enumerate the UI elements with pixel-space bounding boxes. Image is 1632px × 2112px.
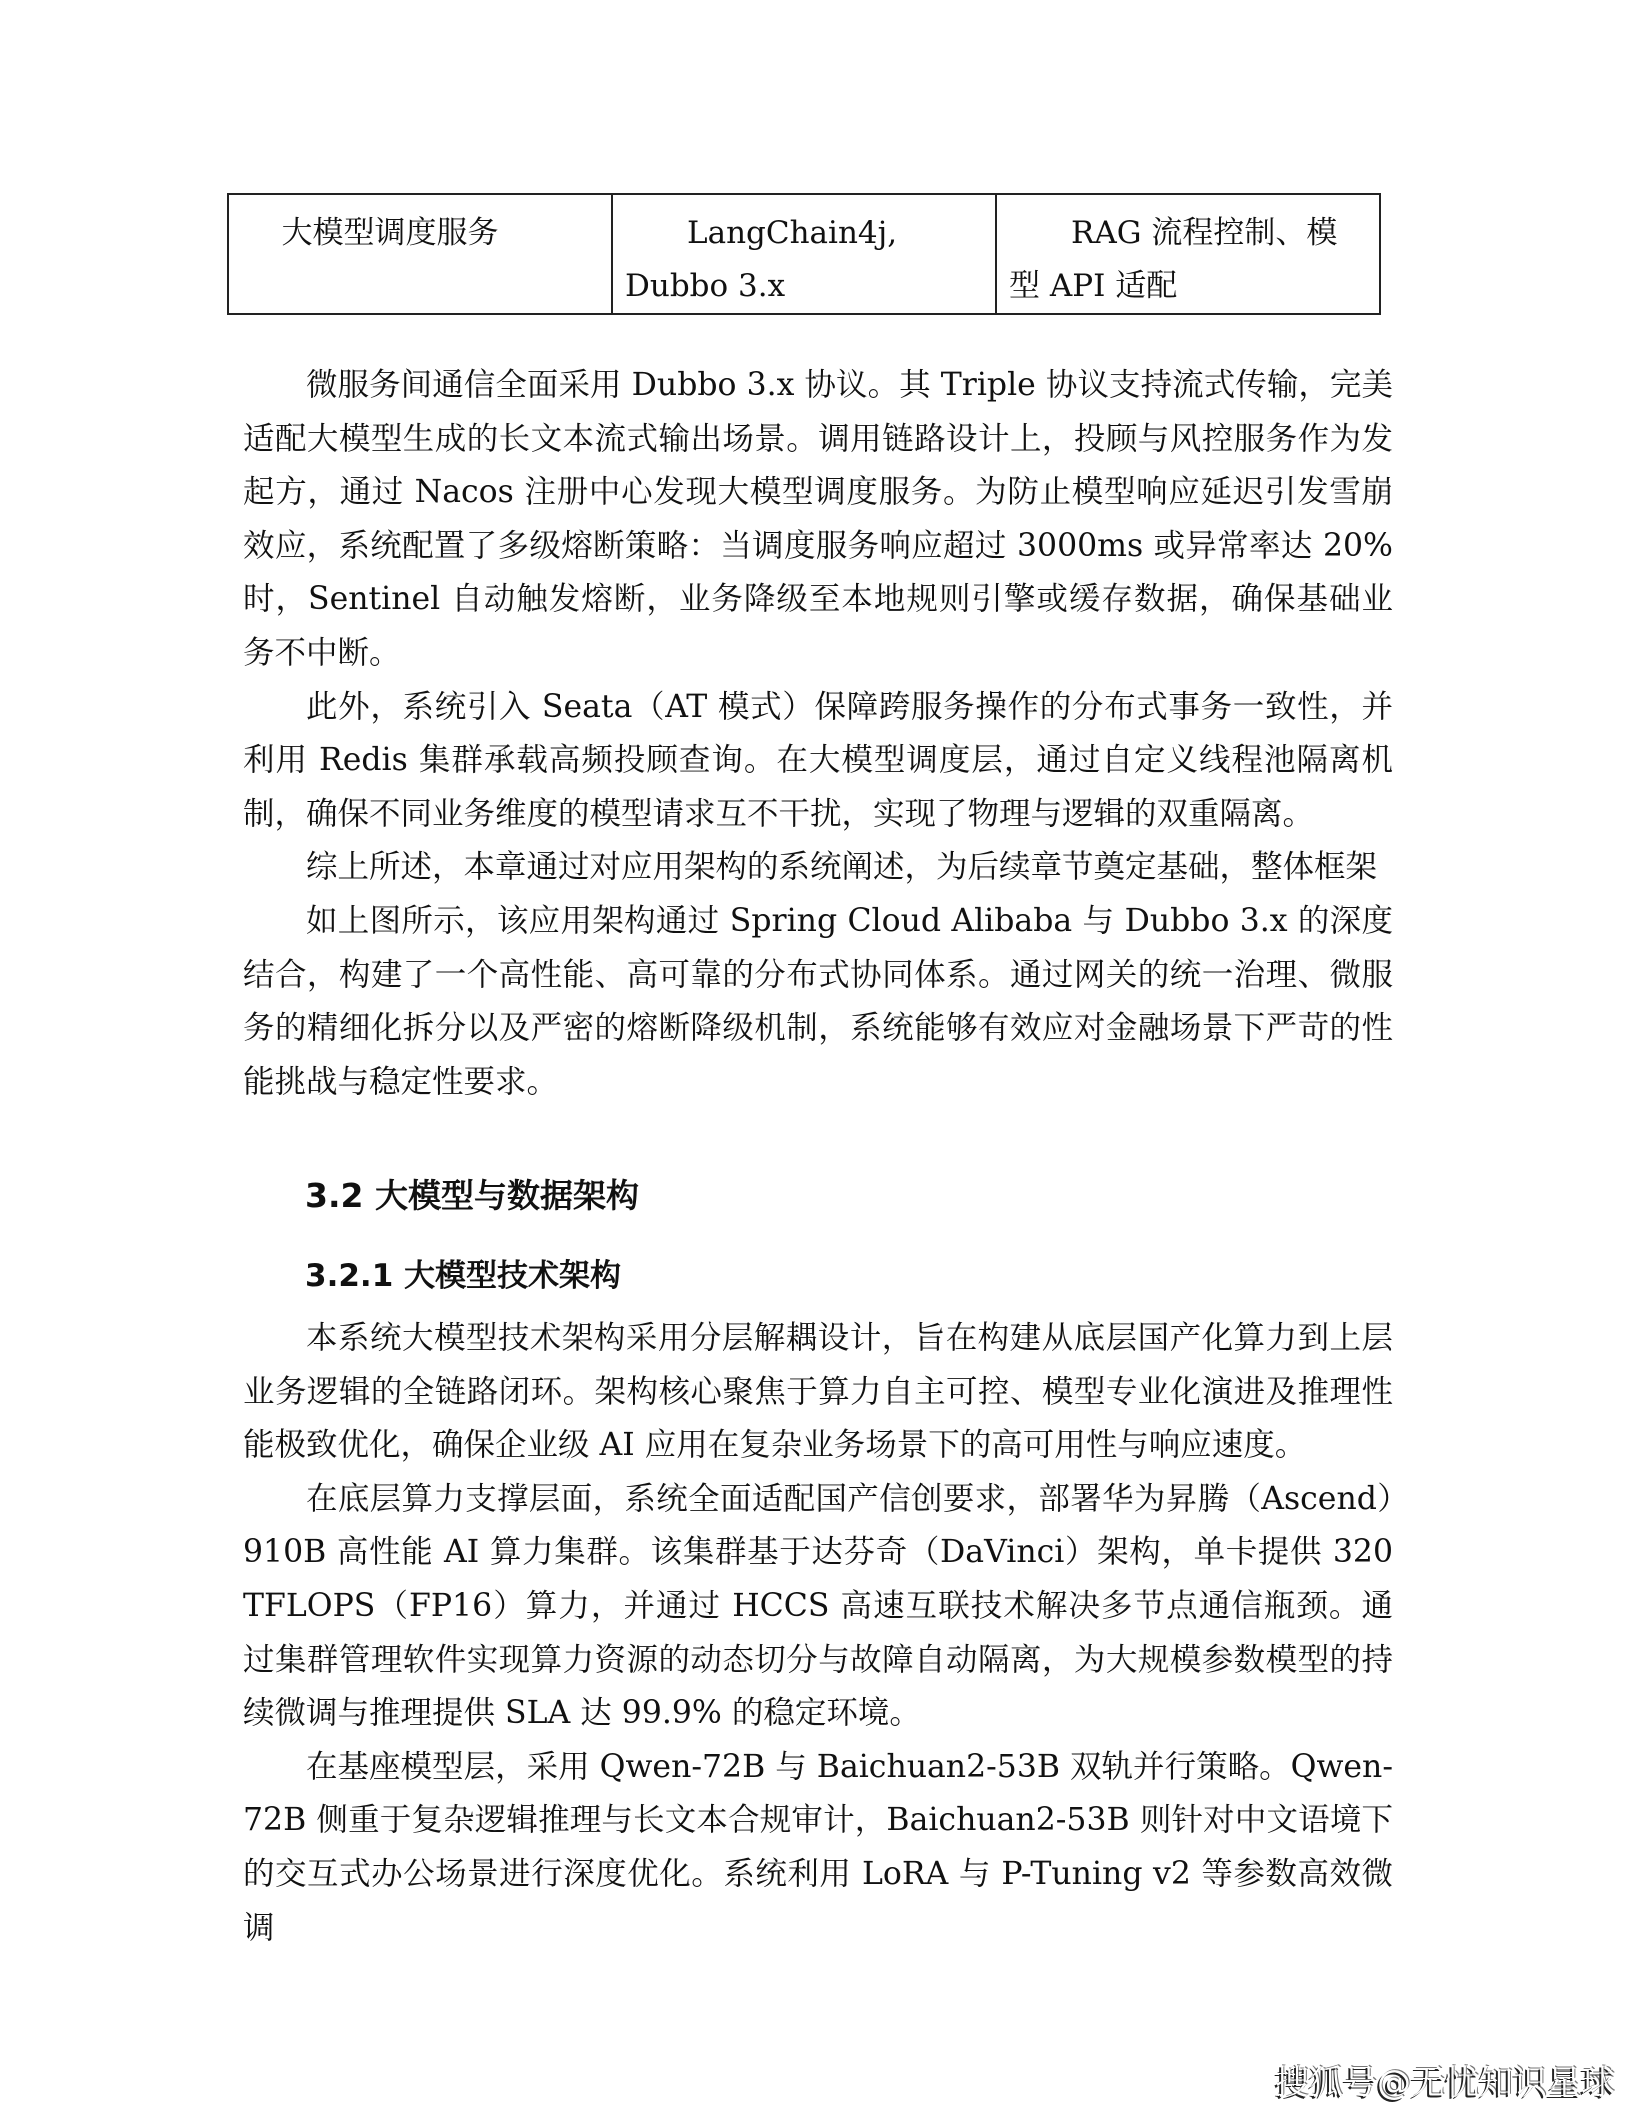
section-body-1 [243,359,1393,1109]
paragraph: 在基座模型层，采用 Qwen-72B 与 Baichuan2-53B 双轨并行策略。Qwen-72B 侧重于复杂逻辑推理与长文本合规审计，Baichuan2-53B 则针对中文语境下的交互式办公场景进行深度优化。系统利用 LoRA 与 P-Tuning v2 等参数高效微调 [243,1748,1393,1946]
watermark: 搜狐号@无忧知识星球 [1275,2063,1615,2103]
table-cell-module: 大模型调度服务 [228,194,612,314]
paragraph: 在底层算力支撑层面，系统全面适配国产信创要求，部署华为昇腾（Ascend）910B 高性能 AI 算力集群。该集群基于达芬奇（DaVinci）架构，单卡提供 320 TFLOPS（FP16）算力，并通过 HCCS 高速互联技术解决多节点通信瓶颈。通过集群管理软件实现算力资源的动态切分与故障自动隔离，为大规模参数模型的持续微调与推理提供 SLA 达 99.9% 的稳定环境。 [243,1480,1393,1732]
table-cell-function: RAG 流程控制、模型 API 适配 [996,194,1380,314]
section-body-2 [243,1312,1393,1955]
table-row [228,194,1380,314]
paragraph: 综上所述，本章通过对应用架构的系统阐述，为后续章节奠定基础，整体框架 [306,849,1378,886]
section-heading: 3.2 大模型与数据架构 [305,1176,639,1215]
table-cell-tech: LangChain4j, Dubbo 3.x [612,194,996,314]
paragraph: 微服务间通信全面采用 Dubbo 3.x 协议。其 Triple 协议支持流式传输，完美适配大模型生成的长文本流式输出场景。调用链路设计上，投顾与风控服务作为发起方，通过 Nacos 注册中心发现大模型调度服务。为防止模型响应延迟引发雪崩效应，系统配置了多级熔断策略：当调度服务响应超过 3000ms 或异常率达 20% 时，Sentinel 自动触发熔断，业务降级至本地规则引擎或缓存数据，确保基础业务不中断。 [243,367,1393,671]
module-table [227,193,1381,315]
paragraph: 本系统大模型技术架构采用分层解耦设计，旨在构建从底层国产化算力到上层业务逻辑的全链路闭环。架构核心聚焦于算力自主可控、模型专业化演进及推理性能极致优化，确保企业级 AI 应用在复杂业务场景下的高可用性与响应速度。 [243,1320,1393,1464]
subsection-heading: 3.2.1 大模型技术架构 [305,1258,622,1294]
paragraph: 此外，系统引入 Seata（AT 模式）保障跨服务操作的分布式事务一致性，并利用 Redis 集群承载高频投顾查询。在大模型调度层，通过自定义线程池隔离机制，确保不同业务维度的模型请求互不干扰，实现了物理与逻辑的双重隔离。 [243,688,1393,832]
paragraph: 如上图所示，该应用架构通过 Spring Cloud Alibaba 与 Dubbo 3.x 的深度结合，构建了一个高性能、高可靠的分布式协同体系。通过网关的统一治理、微服务的精细化拆分以及严密的熔断降级机制，系统能够有效应对金融场景下严苛的性能挑战与稳定性要求。 [243,902,1393,1100]
